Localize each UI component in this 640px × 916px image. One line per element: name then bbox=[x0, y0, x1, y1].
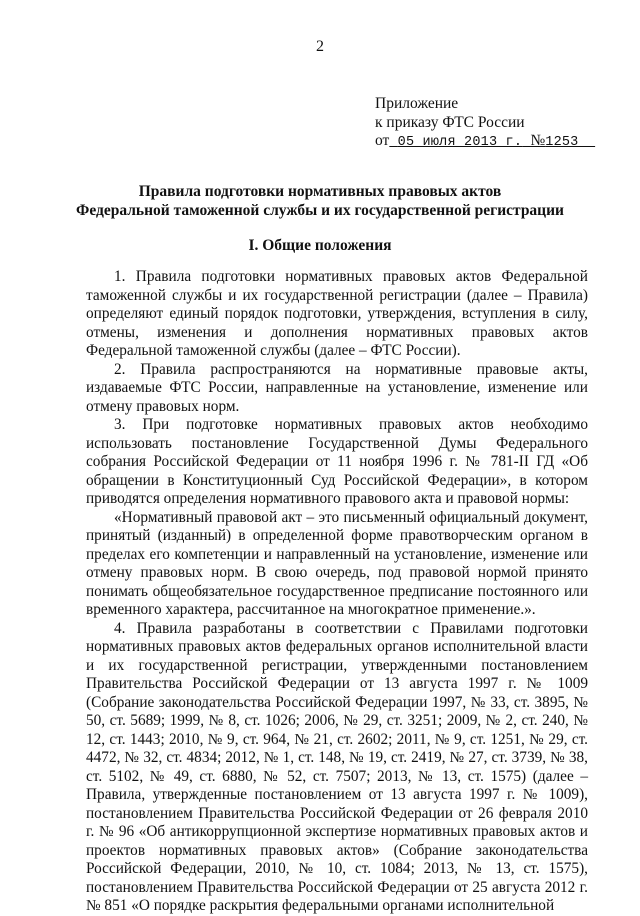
paragraph-quote: «Нормативный правовой акт – это письменный официальный документ, принятый (изданный) в определенной форме правотворческим органом в пределах его компетенции и направленный на установление, изменение или отмену правовых норм. В свою очередь, под правовой нормой принято понимать общеобязательное государственное предписание постоянного или временного характера, рассчитанное на многократное применение.». bbox=[86, 508, 588, 618]
document-body bbox=[86, 268, 588, 916]
paragraph-4: 4. Правила разработаны в соответствии с Правилами подготовки нормативных правовых актов федеральных органов исполнительной власти и их государственной регистрации, утвержденными постановлением Правительства Российской Федерации от 13 августа 1997 г. № 1009 (Собрание законодательства Российской Федерации 1997, № 33, ст. 3895, № 50, ст. 5689; 1999, № 8, ст. 1026; 2006, № 29, ст. 3251; 2009, № 2, ст. 240, № 12, ст. 1443; 2010, № 9, ст. 964, № 21, ст. 2602; 2011, № 9, ст. 1251, № 29, ст. 4472, № 32, ст. 4834; 2012, № 1, ст. 148, № 19, ст. 2419, № 27, ст. 3739, № 38, ст. 5102, № 49, ст. 6880, № 52, ст. 7507; 2013, № 13, ст. 1575) (далее – Правила, утвержденные постановлением от 13 августа 1997 г. № 1009), постановлением Правительства Российской Федерации от 26 февраля 2010 г. № 96 «Об антикоррупционной экспертизе нормативных правовых актов и проектов нормативных правовых актов» (Собрание законодательства Российской Федерации, 2010, № 10, ст. 1084; 2013, № 13, ст. 1575), постановлением Правительства Российской Федерации от 25 августа 2012 г. № 851 «О порядке раскрытия федеральными органами исполнительной bbox=[86, 619, 588, 914]
appendix-date-number-field bbox=[389, 132, 595, 149]
appendix-order-reference: к приказу ФТС России bbox=[375, 113, 525, 131]
paragraph-2: 2. Правила распространяются на нормативные правовые акты, издаваемые ФТС России, направленные на установление, изменение или отмену правовых норм. bbox=[86, 360, 588, 415]
appendix-number: 1253 bbox=[545, 135, 579, 150]
paragraph-3: 3. При подготовке нормативных правовых актов необходимо использовать постановление Государственной Думы Федерального собрания Российской Федерации от 11 ноября 1996 г. № 781-II ГД «Об обращении в Конституционный Суд Российской Федерации», в котором приводятся определения нормативного правового акта и правовой нормы: bbox=[86, 416, 588, 507]
page-number: 2 bbox=[316, 38, 324, 55]
document-title bbox=[0, 182, 640, 220]
appendix-label: Приложение bbox=[375, 95, 459, 112]
appendix-block bbox=[375, 95, 625, 153]
title-line-2: Федеральной таможенной службы и их государственной регистрации bbox=[76, 202, 564, 219]
appendix-number-label: № bbox=[530, 132, 546, 149]
appendix-from-label: от bbox=[375, 132, 390, 149]
title-line-1: Правила подготовки нормативных правовых актов bbox=[138, 183, 502, 200]
appendix-date: 05 июля 2013 г. bbox=[397, 135, 523, 150]
section-heading: I. Общие положения bbox=[248, 237, 392, 254]
paragraph-1: 1. Правила подготовки нормативных правовых актов Федеральной таможенной службы и их государственной регистрации (далее – Правила) определяют единый порядок подготовки, утверждения, вступления в силу, отмены, изменения и дополнения нормативных правовых актов Федеральной таможенной службы (далее – ФТС России). bbox=[86, 268, 588, 359]
appendix-date-line bbox=[375, 132, 625, 153]
